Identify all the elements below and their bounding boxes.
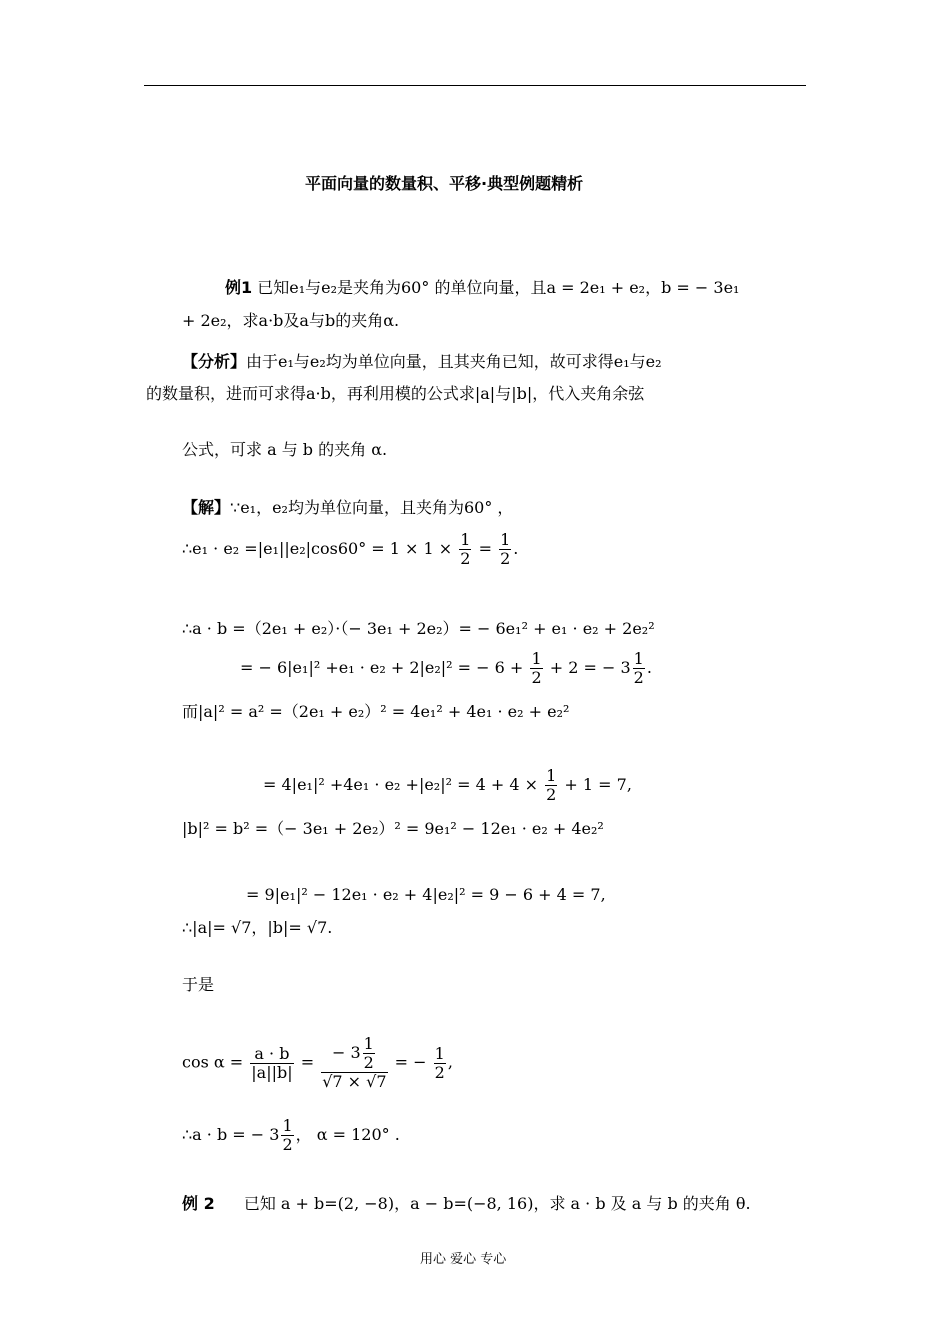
fraction-numerator: 1 — [500, 530, 511, 549]
fraction-one-half — [530, 650, 542, 687]
fraction-one-half — [499, 531, 511, 568]
fraction-numerator: a · b — [254, 1043, 290, 1063]
solution-line12 — [182, 1117, 400, 1154]
fraction-denominator: 2 — [363, 1053, 374, 1072]
fraction-one-half — [281, 1117, 293, 1154]
fraction-one-half — [434, 1045, 446, 1082]
fraction-denominator: √7 × √7 — [322, 1072, 387, 1091]
fraction-numerator: 1 — [531, 649, 542, 668]
solution-l6-end: + 1 = 7, — [564, 775, 632, 794]
fraction-numerator: 1 — [460, 530, 471, 549]
solution-line9: ∴|a|= √7，|b|= √7. — [182, 918, 333, 937]
example2-line — [182, 1194, 751, 1214]
fraction-denominator: 2 — [531, 668, 542, 687]
solution-line8: = 9|e₁|² − 12e₁ · e₂ + 4|e₂|² = 9 − 6 + 4 = 7, — [246, 885, 606, 904]
fraction-compound — [321, 1035, 387, 1091]
fraction-denominator: |a||b| — [251, 1062, 293, 1082]
page-title: 平面向量的数量积、平移·典型例题精析 — [305, 174, 584, 193]
solution-l12-end: ， α = 120° . — [295, 1125, 400, 1144]
solution-l12-text: ∴a · b = − 3 — [182, 1125, 280, 1144]
example1-text-1: 已知e₁与e₂是夹角为60° 的单位向量，且a = 2e₁ + e₂，b = − 3e₁ — [257, 278, 740, 297]
solution-line10: 于是 — [182, 975, 215, 994]
header-rule — [144, 85, 806, 86]
fraction-denominator: 2 — [500, 549, 511, 568]
analysis-label: 【分析】 — [182, 352, 247, 371]
fraction-denominator: 2 — [546, 785, 557, 804]
solution-l2-text: ∴e₁ · e₂ =|e₁||e₂|cos60° = 1 × 1 × — [182, 539, 453, 558]
solution-line6 — [263, 767, 632, 804]
example2-label: 例 2 — [182, 1194, 215, 1213]
fraction-denominator: 2 — [460, 549, 471, 568]
analysis-text-1: 由于e₁与e₂均为单位向量，且其夹角已知，故可求得e₁与e₂ — [246, 352, 662, 371]
analysis-line2: 的数量积，进而可求得a·b，再利用模的公式求|a|与|b|，代入夹角余弦 — [146, 384, 645, 403]
solution-line1 — [182, 498, 513, 518]
fraction-numerator: 1 — [546, 766, 557, 785]
analysis-line1 — [182, 352, 662, 372]
solution-line2 — [182, 531, 518, 568]
fraction-numerator: 1 — [434, 1043, 445, 1063]
cos-mid: = − — [394, 1052, 427, 1072]
compound-numerator — [331, 1035, 378, 1072]
solution-line5: 而|a|² = a² =（2e₁ + e₂）² = 4e₁² + 4e₁ · e₂ + e₂² — [182, 702, 570, 721]
solution-l2-end: . — [513, 539, 519, 558]
solution-line4 — [240, 650, 652, 687]
analysis-line3: 公式，可求 a 与 b 的夹角 α. — [182, 440, 388, 459]
solution-text-1: ∵e₁，e₂均为单位向量，且夹角为60° ， — [230, 498, 514, 517]
solution-l6-text: = 4|e₁|² +4e₁ · e₂ +|e₂|² = 4 + 4 × — [263, 775, 539, 794]
fraction-one-half — [459, 531, 471, 568]
example1-label: 例1 — [225, 278, 253, 297]
solution-l4-text2: + 2 = − 3 — [549, 658, 631, 677]
solution-l4-end: . — [646, 658, 652, 677]
equals-sign: = — [300, 1052, 315, 1072]
fraction-denominator: 2 — [434, 1062, 445, 1082]
page-footer: 用心 爱心 专心 — [420, 1252, 507, 1267]
cos-label: cos α = — [182, 1052, 244, 1072]
solution-l4-text: = − 6|e₁|² +e₁ · e₂ + 2|e₂|² = − 6 + — [240, 658, 524, 677]
cos-formula — [182, 1035, 453, 1091]
example1-line1 — [225, 278, 739, 298]
solution-line3: ∴a · b =（2e₁ + e₂）·（− 3e₁ + 2e₂）= − 6e₁² + e₁ · e₂ + 2e₂² — [182, 619, 655, 638]
fraction-numerator: 1 — [633, 649, 644, 668]
fraction-numerator: 1 — [363, 1034, 374, 1053]
fraction-numerator: 1 — [282, 1116, 293, 1135]
fraction-one-half — [633, 650, 645, 687]
fraction-one-half — [545, 767, 557, 804]
mixed-number-whole: − 3 — [331, 1043, 361, 1062]
example2-text: 已知 a + b=(2, −8)，a − b=(−8, 16)，求 a · b 及 a 与 b 的夹角 θ. — [243, 1194, 751, 1213]
cos-end: , — [447, 1052, 453, 1072]
fraction-denominator: 2 — [633, 668, 644, 687]
solution-l2-eq: = — [478, 539, 492, 558]
fraction-one-half — [363, 1035, 375, 1072]
solution-line7: |b|² = b² =（− 3e₁ + 2e₂）² = 9e₁² − 12e₁ · e₂ + 4e₂² — [182, 819, 604, 838]
fraction-ab-over-norms — [250, 1045, 293, 1082]
fraction-denominator: 2 — [282, 1135, 293, 1154]
solution-label: 【解】 — [182, 498, 231, 517]
example1-line2: + 2e₂，求a·b及a与b的夹角α. — [182, 311, 400, 330]
